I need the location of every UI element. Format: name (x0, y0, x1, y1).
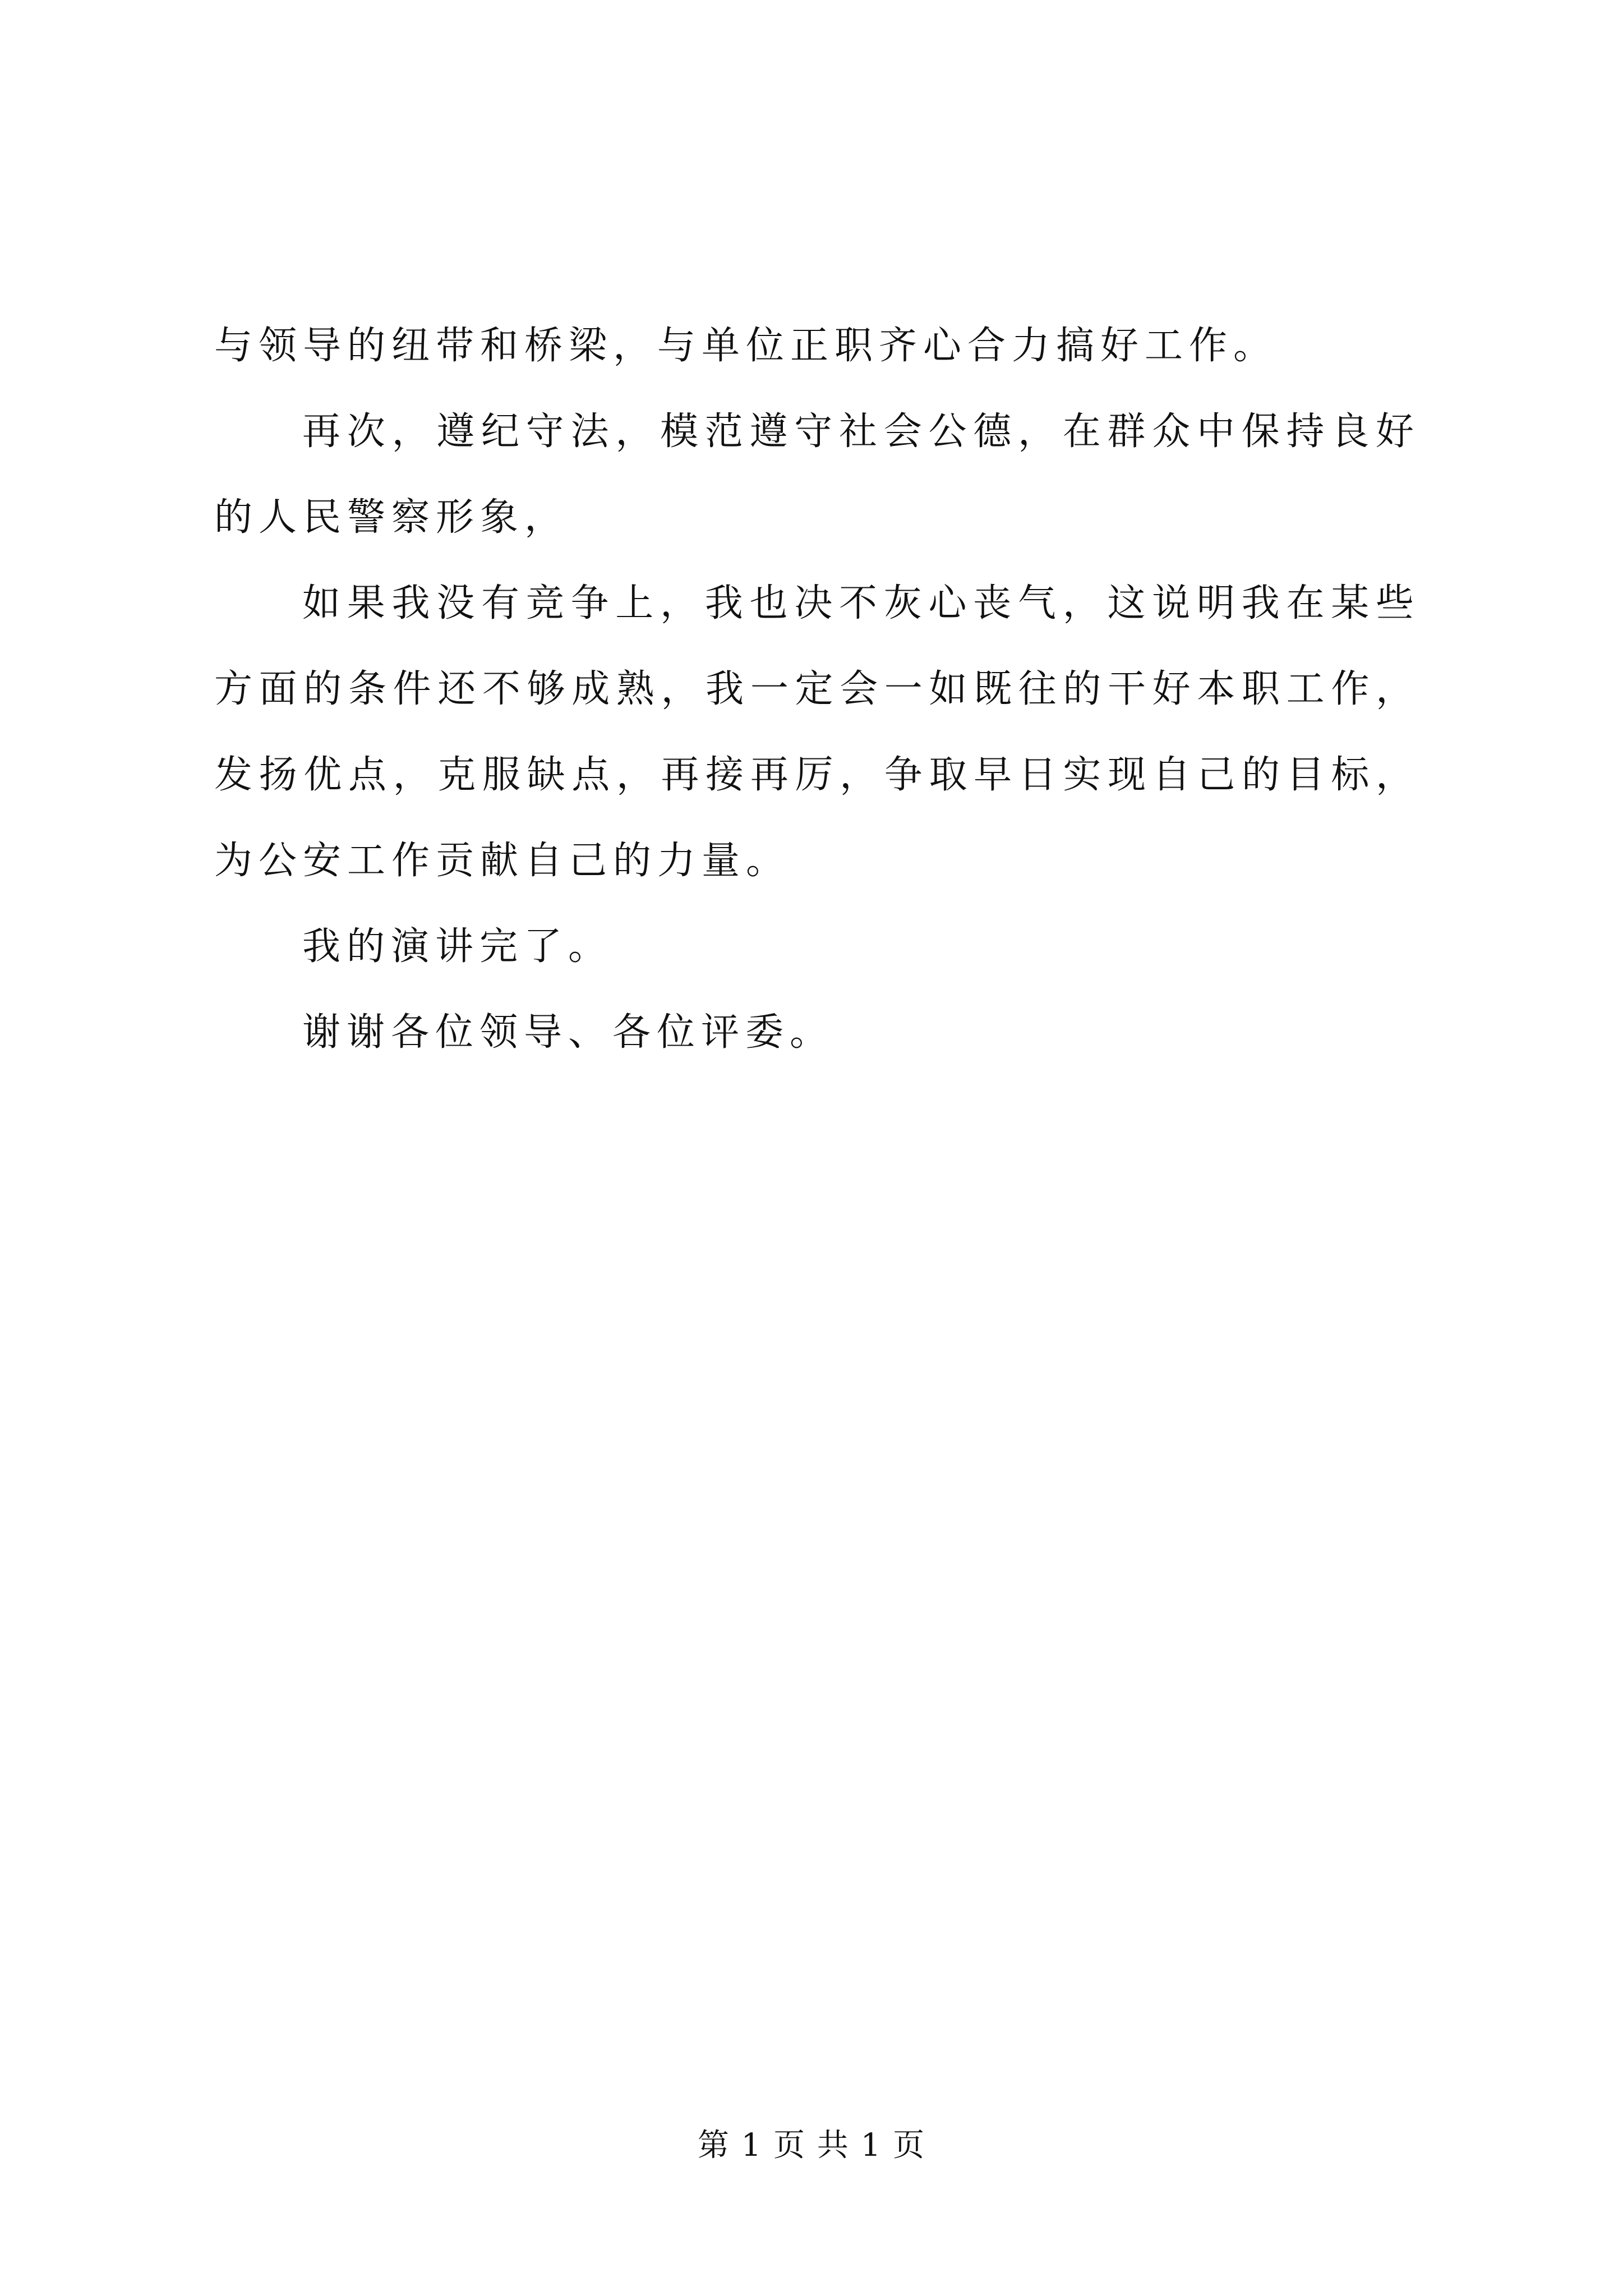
paragraph-thanks: 谢谢各位领导、各位评委。 (302, 1010, 834, 1055)
paragraph-speech-end: 我的演讲完了。 (302, 924, 613, 969)
paragraph-continuation: 与领导的纽带和桥梁，与单位正职齐心合力搞好工作。 (214, 324, 1278, 368)
page-number-footer: 第 1 页 共 1 页 (697, 2127, 926, 2164)
paragraph-law-abiding: 再次，遵纪守法，模范遵守社会公德，在群众中保持良好的人民警察形象， (214, 409, 1420, 540)
document-body (214, 303, 1420, 1075)
paragraph-if-not-selected: 如果我没有竞争上，我也决不灰心丧气，这说明我在某些方面的条件还不够成熟，我一定会一如既往的干好本职工作，发扬优点，克服缺点，再接再厉，争取早日实现自己的目标，为公安工作贡献自己的力量。 (214, 581, 1420, 883)
